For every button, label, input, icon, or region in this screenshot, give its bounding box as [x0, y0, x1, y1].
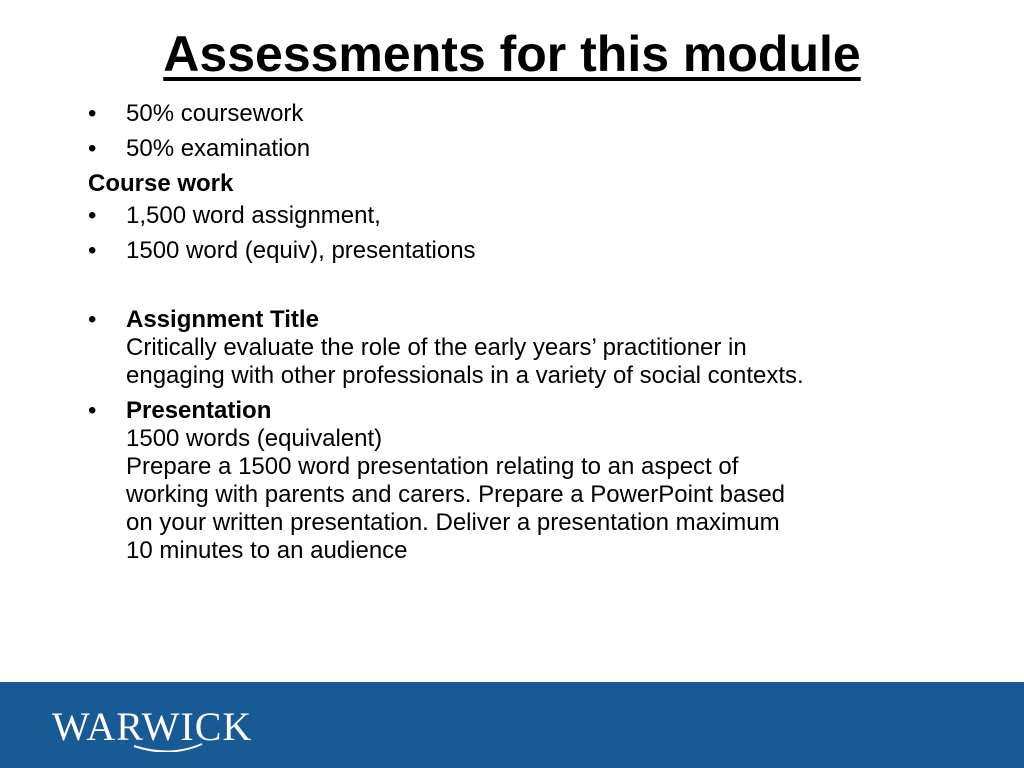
list-item: • 1,500 word assignment, [88, 202, 381, 229]
presentation-line: on your written presentation. Deliver a presentation maximum [126, 509, 780, 536]
assessment-details-list [88, 306, 968, 565]
footer-bar [0, 682, 1024, 768]
logo-wordmark: WARWICK [52, 704, 253, 749]
coursework-list [88, 202, 968, 265]
presentation-heading: Presentation [126, 397, 272, 424]
slide-title: Assessments for this module [163, 26, 861, 82]
coursework-heading: Course work [88, 170, 234, 197]
presentation-line: 1500 words (equivalent) [126, 425, 383, 452]
bullet-icon: • [88, 397, 97, 424]
list-item: • 50% coursework [88, 100, 304, 127]
assignment-heading: Assignment Title [126, 306, 319, 333]
presentation-item [88, 397, 968, 565]
list-item: • 1500 word (equiv), presentations [88, 237, 476, 264]
list-item: • 50% examination [88, 135, 311, 162]
weighting-list [88, 100, 968, 163]
bullet-icon: • [88, 135, 97, 162]
bullet-icon: • [88, 237, 97, 264]
bullet-icon: • [88, 306, 97, 333]
presentation-line: working with parents and carers. Prepare a PowerPoint based [126, 481, 786, 508]
assignment-line: engaging with other professionals in a variety of social contexts. [126, 362, 804, 389]
assignment-item [88, 306, 968, 390]
warwick-logo [52, 702, 292, 752]
assignment-line: Critically evaluate the role of the early years’ practitioner in [126, 334, 747, 361]
presentation-line: Prepare a 1500 word presentation relating to an aspect of [126, 453, 739, 480]
bullet-icon: • [88, 202, 97, 229]
presentation-line: 10 minutes to an audience [126, 537, 408, 564]
slide-body [88, 100, 968, 572]
bullet-icon: • [88, 100, 97, 127]
